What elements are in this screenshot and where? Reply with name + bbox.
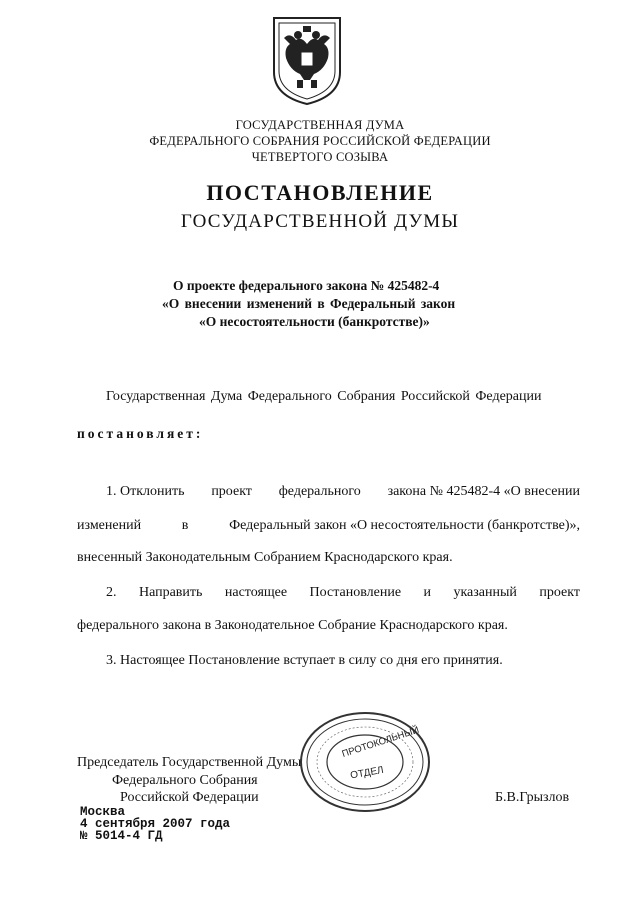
document-type-subtitle: ГОСУДАРСТВЕННОЙ ДУМЫ (180, 211, 460, 232)
p1-word: Федеральный закон «О несостоятельности (банкротстве)», (229, 518, 580, 533)
paragraph-3: 3. Настоящее Постановление вступает в силу со дня его принятия. (106, 653, 503, 668)
p2-word: настоящее (224, 585, 288, 600)
p2-word: Направить (138, 585, 203, 600)
p2-word: указанный (453, 585, 517, 600)
document-type-title: ПОСТАНОВЛЕНИЕ (206, 180, 434, 205)
paragraph-1-line3: внесенный Законодательным Собранием Краснодарского края. (77, 550, 453, 565)
paragraph-1-line1 (77, 484, 580, 500)
p2-word: и (423, 585, 431, 600)
footer-date: 4 сентября 2007 года (80, 817, 231, 831)
p1-word: в (181, 518, 189, 533)
subject-line3: «О несостоятельности (банкротстве)» (199, 314, 430, 329)
p1-word: федерального (278, 484, 361, 499)
p2-word: Постановление (309, 585, 402, 600)
p1-word: закона № 425482-4 «О внесении (387, 484, 580, 499)
p2-word: 2. (106, 585, 117, 600)
org-name-line3: ЧЕТВЕРТОГО СОЗЫВА (251, 150, 389, 164)
footer-city: Москва (80, 805, 126, 819)
p1-word: проект (211, 484, 252, 499)
state-emblem-icon (270, 14, 344, 106)
p1-word: изменений (77, 518, 142, 533)
seal-center-text: ОТДЕЛ (349, 764, 385, 782)
signatory-title-line3: Российской Федерации (120, 790, 259, 805)
subject-line1: О проекте федерального закона № 425482-4 (173, 278, 440, 293)
paragraph-2-line2: федерального закона в Законодательное Собрание Краснодарского края. (77, 618, 508, 633)
org-name-line1: ГОСУДАРСТВЕННАЯ ДУМА (235, 118, 405, 132)
p2-word: проект (539, 585, 580, 600)
paragraph-2-line1 (77, 585, 580, 601)
footer-doc-number: № 5014-4 ГД (80, 829, 163, 843)
preamble: Государственная Дума Федерального Собрания Российской Федерации (106, 389, 542, 404)
signatory-name: Б.В.Грызлов (495, 790, 570, 805)
seal-arc-text: ПРОТОКОЛЬНЫЙ (340, 724, 421, 760)
official-seal-stamp (298, 710, 432, 814)
paragraph-1-line2 (77, 518, 580, 534)
signatory-title-line1: Председатель Государственной Думы (77, 755, 302, 770)
subject-line2: «О внесении изменений в Федеральный закон (162, 296, 456, 311)
signatory-title-line2: Федерального Собрания (112, 773, 258, 788)
org-name-line2: ФЕДЕРАЛЬНОГО СОБРАНИЯ РОССИЙСКОЙ ФЕДЕРАЦИИ (149, 134, 491, 148)
p1-word: 1. Отклонить (106, 484, 185, 499)
resolves-word: постановляет: (77, 426, 204, 441)
